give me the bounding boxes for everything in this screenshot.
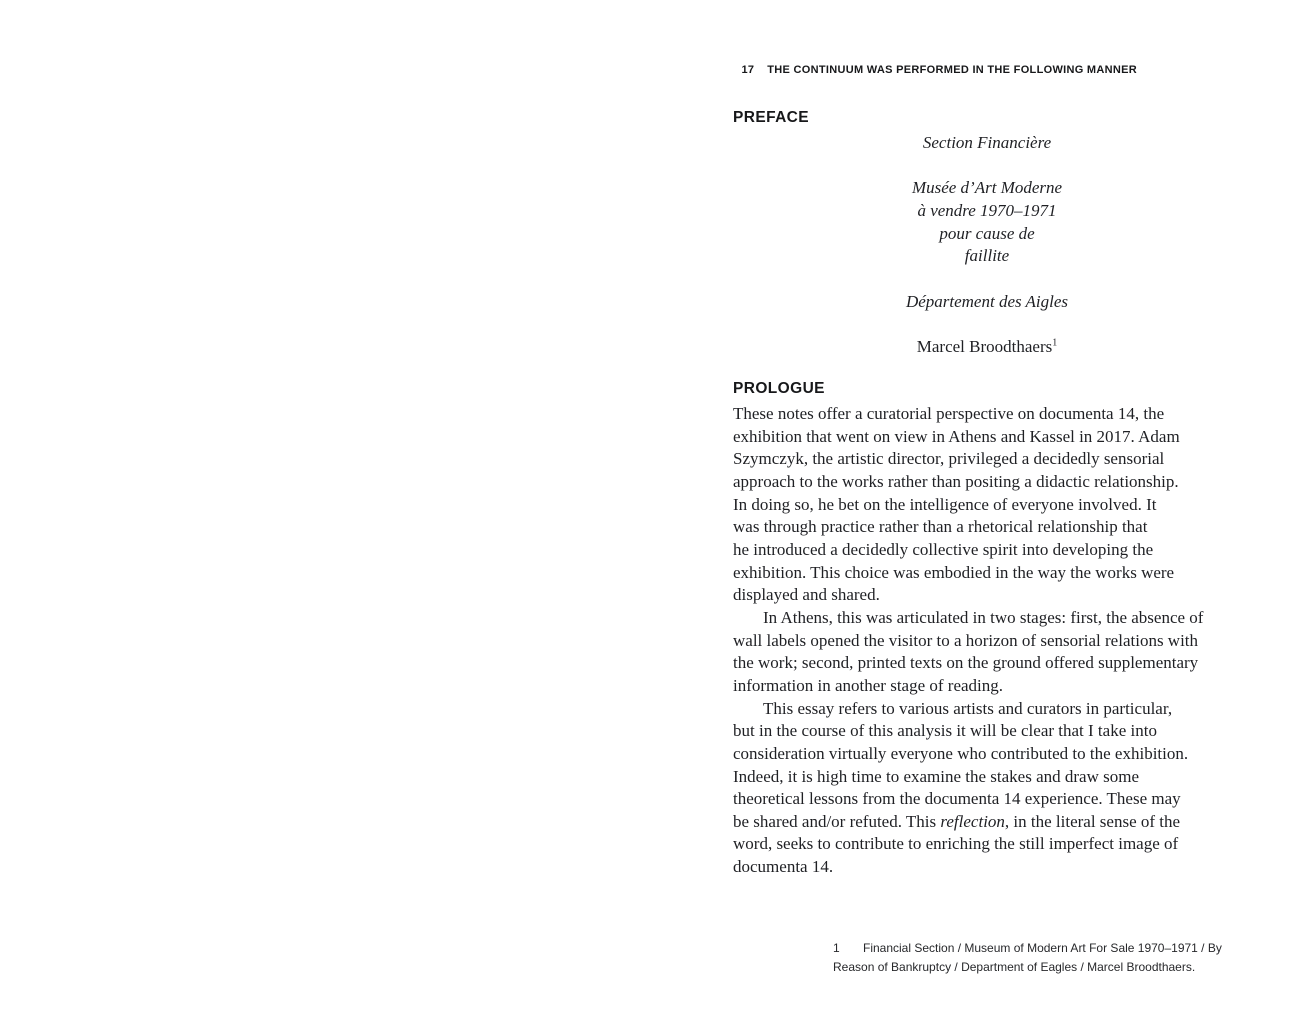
italic-text: reflection <box>940 811 1005 831</box>
text-line: Indeed, it is high time to examine the stakes and draw some <box>733 766 1140 786</box>
footnote <box>833 939 1273 976</box>
title-line: Section Financière <box>922 133 1052 152</box>
footnote-text: Financial Section / Museum of Modern Art For Sale 1970–1971 / By <box>863 941 1222 955</box>
paragraph <box>733 607 1273 698</box>
text-line: the work; second, printed texts on the ground offered supplementary <box>733 653 1199 673</box>
text-line: word, seeks to contribute to enriching the still imperfect image of <box>733 834 1179 854</box>
prologue-heading: PROLOGUE <box>733 380 825 397</box>
prologue-body <box>733 403 1273 879</box>
running-title: THE CONTINUUM WAS PERFORMED IN THE FOLLOWING MANNER <box>767 64 1138 76</box>
text-line <box>733 811 1273 834</box>
blank-line <box>733 268 1241 291</box>
text-line: This essay refers to various artists and curators in particular, <box>763 698 1173 718</box>
running-header <box>728 52 1137 88</box>
title-line: faillite <box>964 246 1010 266</box>
author-line <box>733 336 1241 359</box>
blank-line <box>733 313 1241 336</box>
preface-heading: PREFACE <box>733 109 810 126</box>
text-line: theoretical lessons from the documenta 14 experience. These may <box>733 789 1181 809</box>
text-line: exhibition that went on view in Athens and Kassel in 2017. Adam <box>733 426 1180 446</box>
footnote-line: Reason of Bankruptcy / Department of Eagles / Marcel Broodthaers. <box>833 959 1196 974</box>
footnote-marker: 1 <box>833 941 840 955</box>
text-segment: , in the literal sense of the <box>1004 811 1181 831</box>
paragraph <box>733 403 1273 607</box>
text-line: These notes offer a curatorial perspective on documenta 14, the <box>733 404 1165 423</box>
page-number: 17 <box>741 64 755 76</box>
text-line: documenta 14. <box>733 857 834 877</box>
title-line: pour cause de <box>939 223 1035 243</box>
title-line: à vendre 1970–1971 <box>917 200 1057 220</box>
text-line: wall labels opened the visitor to a horizon of sensorial relations with <box>733 630 1199 650</box>
text-line: was through practice rather than a rhetorical relationship that <box>733 517 1148 537</box>
text-line: displayed and shared. <box>733 585 880 605</box>
text-line: consideration virtually everyone who contributed to the exhibition. <box>733 743 1189 763</box>
text-line: he introduced a decidedly collective spirit into developing the <box>733 539 1154 559</box>
text-line: approach to the works rather than positing a didactic relationship. <box>733 471 1179 491</box>
footnote-line <box>833 939 1273 958</box>
footnote-reference: 1 <box>1052 337 1058 349</box>
blank-line <box>733 155 1241 178</box>
text-line: exhibition. This choice was embodied in the way the works were <box>733 562 1175 582</box>
title-line: Département des Aigles <box>905 291 1069 311</box>
text-line: information in another stage of reading. <box>733 675 1004 695</box>
text-line: but in the course of this analysis it will be clear that I take into <box>733 721 1157 741</box>
text-segment: be shared and/or refuted. This <box>733 811 941 831</box>
preface-title-block <box>733 132 1241 359</box>
text-line: Szymczyk, the artistic director, privileged a decidedly sensorial <box>733 449 1165 469</box>
title-line: Musée d’Art Moderne <box>911 178 1063 198</box>
paragraph <box>733 698 1273 879</box>
author-name: Marcel Broodthaers <box>916 336 1053 356</box>
text-line: In Athens, this was articulated in two stages: first, the absence of <box>763 607 1204 627</box>
text-line: In doing so, he bet on the intelligence of everyone involved. It <box>733 494 1157 514</box>
